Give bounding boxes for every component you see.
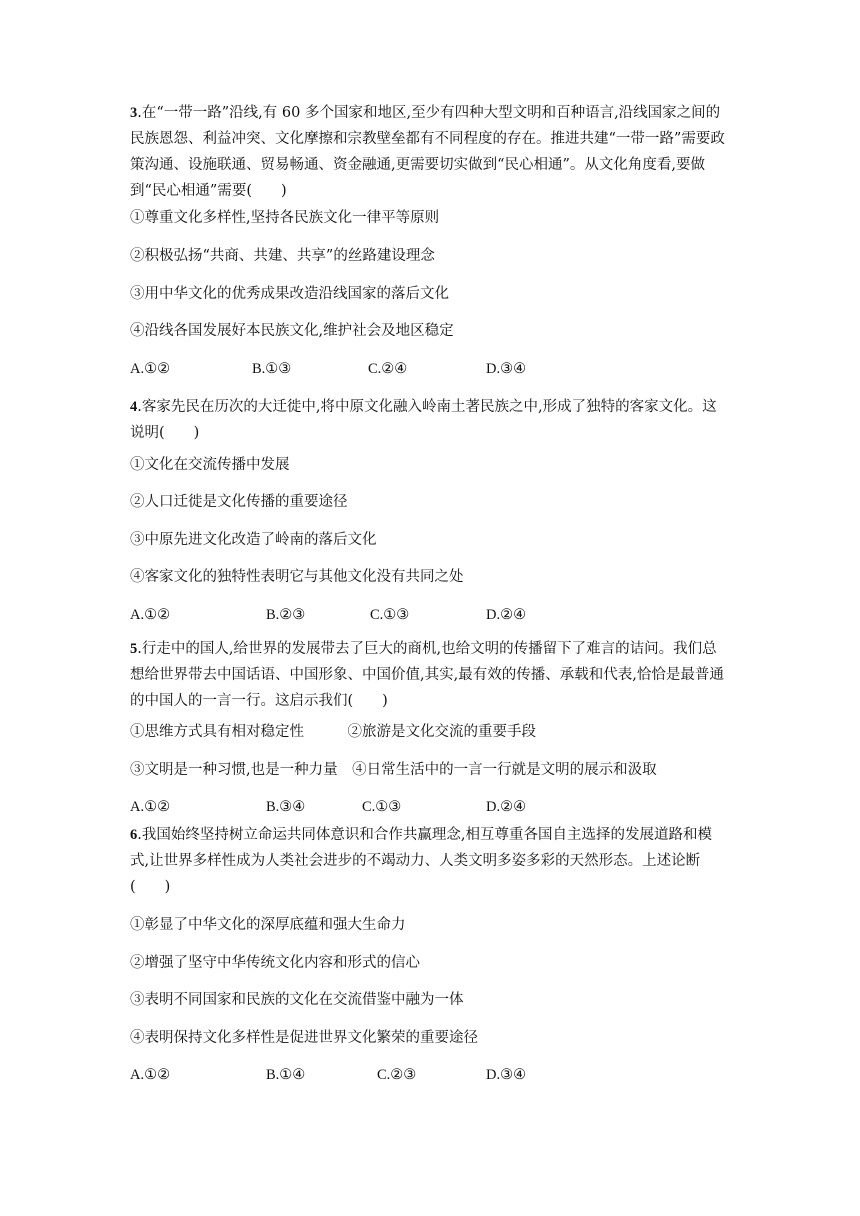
choice-b[interactable]: B.②③ bbox=[266, 607, 306, 623]
option-2: ②人口迁徙是文化传播的重要途径 bbox=[130, 494, 348, 510]
choice-a[interactable]: A.①② bbox=[130, 1067, 171, 1083]
question-text: .我国始终坚持树立命运共同体意识和合作共赢理念,相互尊重各国自主选择的发展道路和模式,让世界多样性成为人类社会进步的不竭动力、人类文明多姿多彩的天然形态。上述论断( ) bbox=[130, 827, 712, 895]
choice-d[interactable]: D.②④ bbox=[486, 607, 527, 623]
option-1: ①文化在交流传播中发展 bbox=[130, 457, 290, 473]
option-1: ①尊重文化多样性,坚持各民族文化一律平等原则 bbox=[130, 210, 440, 226]
question-number: 3 bbox=[130, 105, 138, 121]
option-2: ②积极弘扬“共商、共建、共享”的丝路建设理念 bbox=[130, 248, 435, 264]
choice-c[interactable]: C.②④ bbox=[368, 361, 408, 377]
question-5 bbox=[130, 636, 730, 836]
question-stem bbox=[130, 394, 730, 446]
option-4: ④客家文化的独特性表明它与其他文化没有共同之处 bbox=[130, 569, 464, 585]
option-row-2: ③文明是一种习惯,也是一种力量 ④日常生活中的一言一行就是文明的展示和汲取 bbox=[130, 762, 657, 778]
choice-a[interactable]: A.①② bbox=[130, 607, 171, 623]
question-text: .行走中的国人,给世界的发展带去了巨大的商机,也给文明的传播留下了难言的诘问。我们总想给世界带去中国话语、中国形象、中国价值,其实,最有效的传播、承载和代表,恰恰是最普通的中国人的一言一行。这启示我们( ) bbox=[130, 641, 724, 709]
option-4: ④表明保持文化多样性是促进世界文化繁荣的重要途径 bbox=[130, 1030, 478, 1046]
question-number: 6 bbox=[130, 827, 138, 843]
choice-d[interactable]: D.③④ bbox=[486, 1067, 527, 1083]
choice-d[interactable]: D.③④ bbox=[486, 361, 527, 377]
answer-choices bbox=[130, 1065, 730, 1085]
question-stem bbox=[130, 822, 730, 900]
option-row-1: ①思维方式具有相对稳定性 ②旅游是文化交流的重要手段 bbox=[130, 724, 536, 740]
question-3 bbox=[130, 100, 730, 385]
answer-choices bbox=[130, 359, 730, 379]
question-text: .在“一带一路”沿线,有 60 多个国家和地区,至少有四种大型文明和百种语言,沿线国家之间的民族恩怨、利益冲突、文化摩擦和宗教壁垒都有不同程度的存在。推进共建“一带一路”需要政策沟通、设施联通、贸易畅通、资金融通,更需要切实做到“民心相通”。从文化角度看,要做到“民心相通”需要( ) bbox=[130, 105, 725, 199]
choice-c[interactable]: C.①③ bbox=[370, 607, 410, 623]
option-3: ③表明不同国家和民族的文化在交流借鉴中融为一体 bbox=[130, 992, 464, 1008]
option-1: ①彰显了中华文化的深厚底蕴和强大生命力 bbox=[130, 917, 406, 933]
option-3: ③用中华文化的优秀成果改造沿线国家的落后文化 bbox=[130, 286, 449, 302]
option-2: ②增强了坚守中华传统文化内容和形式的信心 bbox=[130, 955, 420, 971]
answer-choices bbox=[130, 797, 730, 817]
choice-b[interactable]: B.①④ bbox=[266, 1067, 306, 1083]
choice-a[interactable]: A.①② bbox=[130, 361, 171, 377]
choice-c[interactable]: C.①③ bbox=[362, 799, 402, 815]
question-number: 5 bbox=[130, 641, 138, 657]
answer-choices bbox=[130, 605, 730, 625]
question-6 bbox=[130, 822, 730, 1092]
question-4 bbox=[130, 394, 730, 624]
choice-a[interactable]: A.①② bbox=[130, 799, 171, 815]
choice-b[interactable]: B.③④ bbox=[266, 799, 306, 815]
option-4: ④沿线各国发展好本民族文化,维护社会及地区稳定 bbox=[130, 323, 454, 339]
option-3: ③中原先进文化改造了岭南的落后文化 bbox=[130, 532, 377, 548]
question-stem bbox=[130, 100, 730, 204]
choice-d[interactable]: D.②④ bbox=[486, 799, 527, 815]
question-number: 4 bbox=[130, 399, 138, 415]
choice-b[interactable]: B.①③ bbox=[252, 361, 292, 377]
choice-c[interactable]: C.②③ bbox=[377, 1067, 417, 1083]
question-text: .客家先民在历次的大迁徙中,将中原文化融入岭南土著民族之中,形成了独特的客家文化。这说明( ) bbox=[130, 399, 717, 441]
question-stem bbox=[130, 636, 730, 714]
